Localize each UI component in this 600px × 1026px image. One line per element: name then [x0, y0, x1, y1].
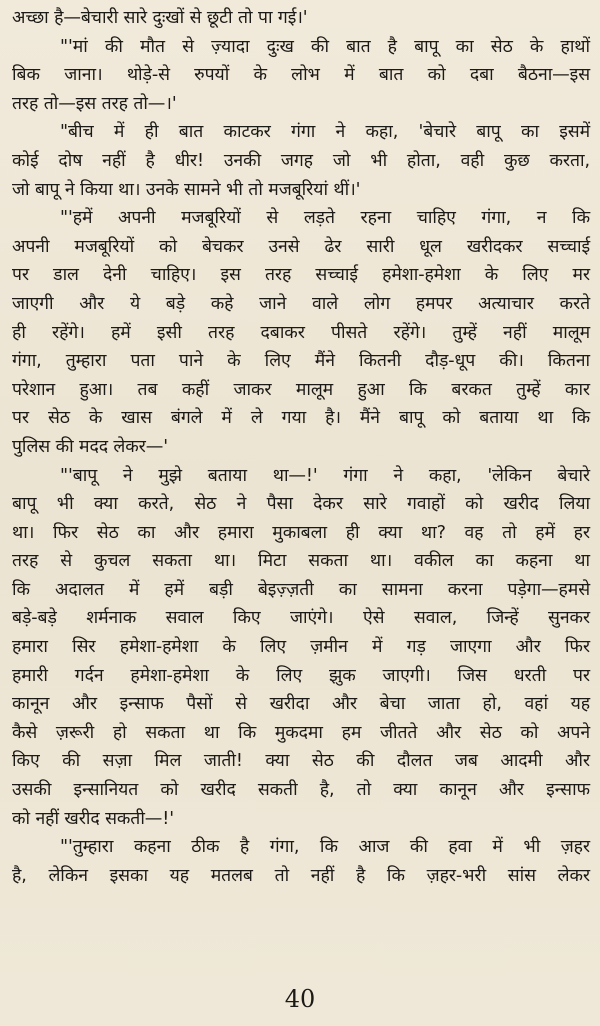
text-line: है, लेकिन इसका यह मतलब तो नहीं है कि ज़हर-भरी सांस लेकर	[12, 865, 590, 886]
text-line: कैसे ज़रूरी हो सकता था कि मुकदमा हम जीतते और सेठ को अपने	[12, 722, 590, 743]
page-text	[12, 4, 590, 890]
page-number: 40	[284, 985, 316, 1013]
text-line: पर डाल देनी चाहिए। इस तरह सच्चाई हमेशा-हमेशा के लिए मर	[12, 265, 590, 286]
text-line: बिक जाना। थोड़े-से रुपयों के लोभ में बात को दबा बैठना—इस	[12, 65, 590, 86]
paragraph	[12, 4, 590, 33]
text-line: पुलिस की मदद लेकर—'	[12, 436, 168, 457]
text-line: कि अदालत में हमें बड़ी बेइज़्ज़ती का सामना करना पड़ेगा—हमसे	[12, 579, 590, 600]
text-line: बड़े-बड़े शर्मनाक सवाल किए जाएंगे। ऐसे सवाल, जिन्हें सुनकर	[12, 608, 590, 629]
text-line: को नहीं खरीद सकती—!'	[12, 808, 174, 829]
text-line: जो बापू ने किया था। उनके सामने भी तो मजबूरियां थीं।'	[12, 179, 361, 200]
text-line: "'हमें अपनी मजबूरियों से लड़ते रहना चाहिए गंगा, न कि	[60, 208, 590, 229]
text-line: कोई दोष नहीं है धीर! उनकी जगह जो भी होता, वही कुछ करता,	[12, 150, 590, 171]
text-line: "बीच में ही बात काटकर गंगा ने कहा, 'बेचारे बापू का इसमें	[60, 122, 590, 143]
text-line: पर सेठ के खास बंगले में ले गया है। मैंने बापू को बताया था कि	[12, 408, 590, 429]
text-line: गंगा, तुम्हारा पता पाने के लिए मैंने कितनी दौड़-धूप की। कितना	[12, 351, 590, 372]
text-line: "'तुम्हारा कहना ठीक है गंगा, कि आज की हवा में भी ज़हर	[60, 837, 590, 858]
text-line: अच्छा है—बेचारी सारे दुःखों से छूटी तो पा गई।'	[12, 8, 308, 28]
text-line: किए की सज़ा मिल जाती! क्या सेठ की दौलत जब आदमी और	[12, 751, 590, 772]
text-line: जाएगी और ये बड़े कहे जाने वाले लोग हमपर अत्याचार करते	[12, 293, 590, 314]
text-line: तरह तो—इस तरह तो—।'	[12, 93, 177, 114]
paragraph	[12, 204, 590, 461]
text-line: था। फिर सेठ का और हमारा मुकाबला ही क्या था? वह तो हमें हर	[12, 522, 590, 543]
text-line: "'बापू ने मुझे बताया था—!' गंगा ने कहा, 'लेकिन बेचारे	[60, 465, 590, 486]
paragraph	[12, 462, 590, 834]
text-line: कानून और इन्साफ पैसों से खरीदा और बेचा जाता हो, वहां यह	[12, 694, 590, 715]
text-line: अपनी मजबूरियों को बेचकर उनसे ढेर सारी धूल खरीदकर सच्चाई	[12, 236, 590, 257]
text-line: ही रहेंगे। हमें इसी तरह दबाकर पीसते रहेंगे। तुम्हें नहीं मालूम	[12, 322, 590, 343]
text-line: "'मां की मौत से ज़्यादा दुःख की बात है बापू का सेठ के हाथों	[60, 36, 590, 57]
paragraph	[12, 833, 590, 890]
paragraph	[12, 33, 590, 119]
text-line: हमारा सिर हमेशा-हमेशा के लिए ज़मीन में गड़ जाएगा और फिर	[12, 637, 590, 658]
text-line: परेशान हुआ। तब कहीं जाकर मालूम हुआ कि बरकत तुम्हें कार	[12, 379, 590, 400]
text-line: बापू भी क्या करते, सेठ ने पैसा देकर सारे गवाहों को खरीद लिया	[12, 494, 590, 515]
text-line: हमारी गर्दन हमेशा-हमेशा के लिए झुक जाएगी। जिस धरती पर	[12, 665, 590, 686]
text-line: उसकी इन्सानियत को खरीद सकती है, तो क्या कानून और इन्साफ	[12, 780, 590, 801]
text-line: तरह से कुचल सकता था। मिटा सकता था। वकील का कहना था	[12, 551, 590, 572]
paragraph	[12, 118, 590, 204]
